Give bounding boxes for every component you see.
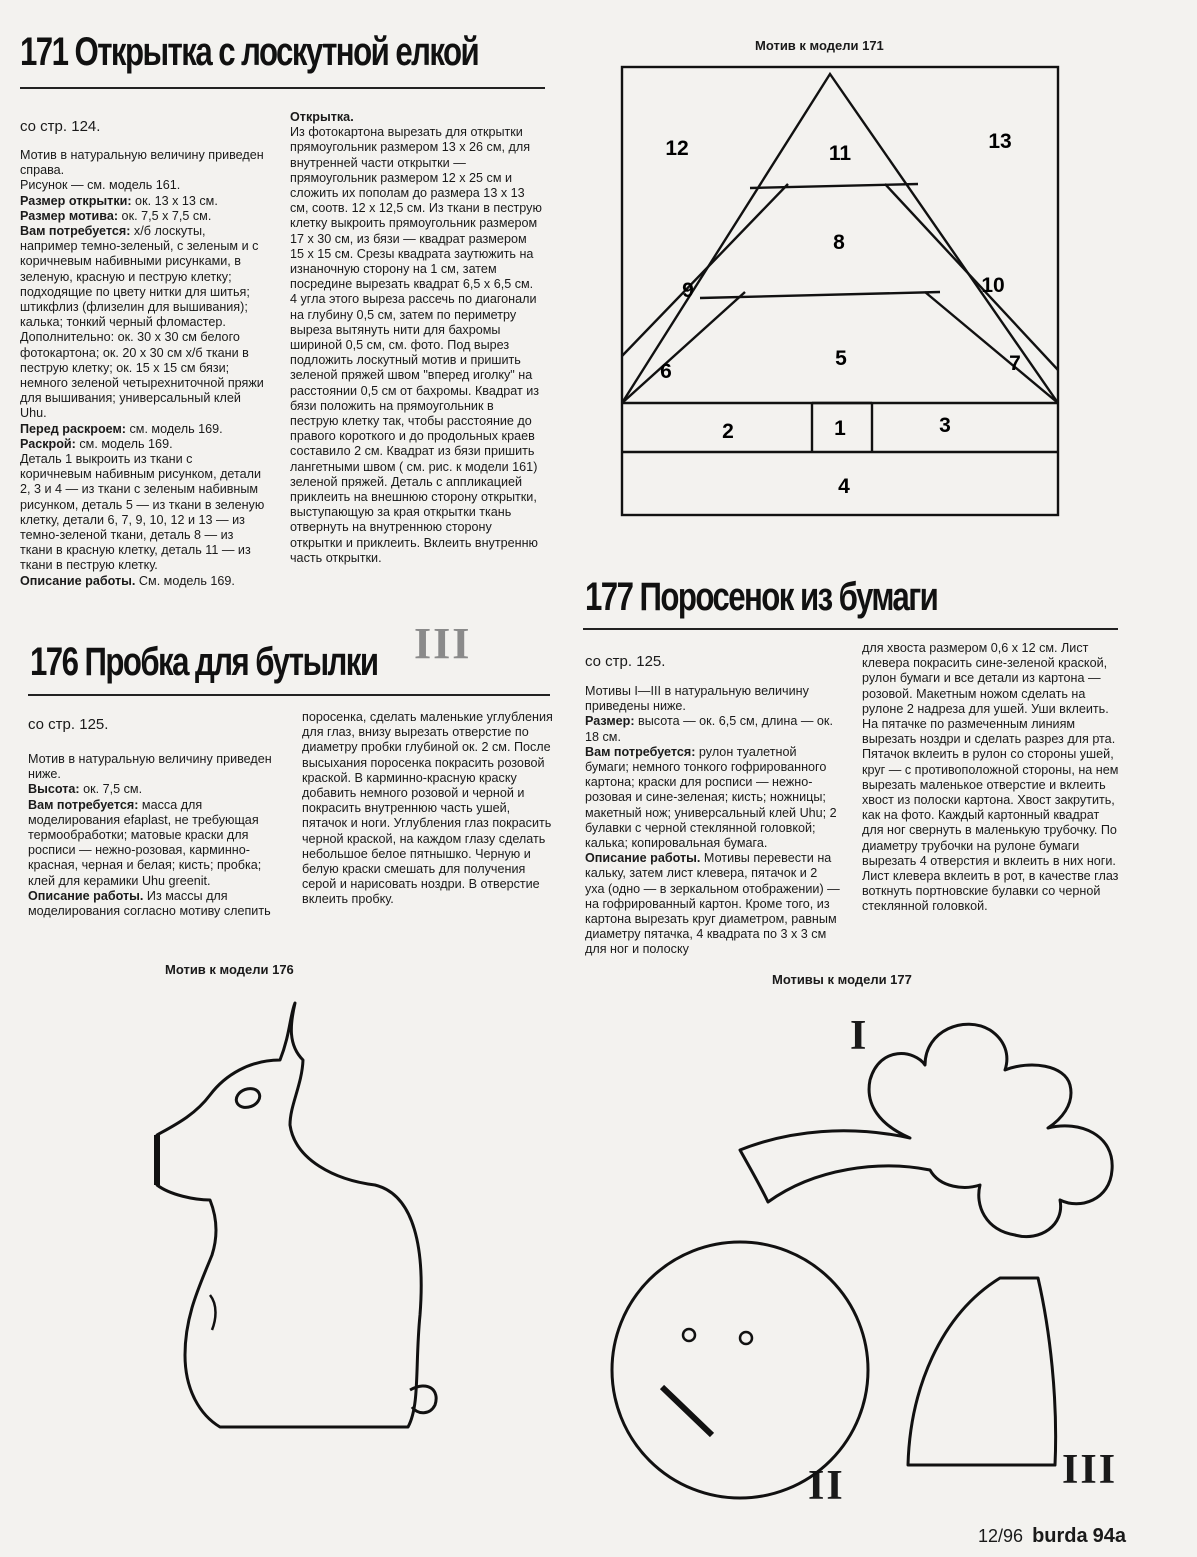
paragraph xyxy=(28,798,276,889)
piece-label: 12 xyxy=(665,137,689,160)
section-171-page-ref: со стр. 124. xyxy=(20,118,101,135)
page-number: 94a xyxy=(1092,1525,1127,1547)
paragraph-text: Деталь 1 выкроить из ткани с коричневым набивным рисунком, детали 2, 3 и 4 — из ткани с зеленым набивным рисунком, деталь 5 — из ткани в зеленую клетку, детали 6, 7, 9, 10, 12 и 13 — из темно-зеленой ткани, деталь 8 — из ткани в красную клетку, деталь 11 — из ткани в пеструю клетку. xyxy=(20,452,265,573)
section-171-text-col2 xyxy=(290,110,542,566)
section-177-title: 177 Поросенок из бумаги xyxy=(585,575,938,619)
paragraph xyxy=(28,752,276,782)
section-177-rule xyxy=(583,628,1118,630)
paragraph-text: поросенка, сделать маленькие углубления для глаз, внизу вырезать отверстие по диаметру пробки глубиной ок. 2 см. После высыхания поросенка покрасить розовой краской. В карминно-красную краску добавить немного розовой и черной и покрасить внутреннюю часть ушей, пятачок и ноги. Углубления глаз покрасить черной краской, на каждом глазу сделать небольшое белое пятнышко. Черную и белую краски смешать для получения серой и нарисовать ноздри. В отверстие вклеить пробку. xyxy=(302,710,553,907)
issue-number: 12/96 xyxy=(978,1526,1024,1546)
section-176-title: 176 Пробка для бутылки xyxy=(30,640,378,684)
paragraph-lead: Вам потребуется: xyxy=(585,744,696,759)
paragraph-text: х/б лоскуты, например темно-зеленый, с зеленым и с коричневым набивными рисунками, в зеленую, красную и пеструю клетку; подходящие по цвету нитки для шитья; штикфлиз (флизелин для вышивания); калька; тонкий черный фломастер. xyxy=(20,224,259,330)
section-171-text-col1 xyxy=(20,148,265,589)
paragraph-text: Из массы для моделирования согласно мотиву слепить xyxy=(28,888,271,919)
motif-177-label-i: I xyxy=(850,1013,869,1059)
ear-motif xyxy=(900,1270,1065,1475)
motif-177-caption: Мотивы к модели 177 xyxy=(772,972,912,987)
piece-label: 5 xyxy=(835,347,847,370)
paragraph xyxy=(585,684,840,714)
paragraph xyxy=(28,782,276,797)
footer xyxy=(978,1525,1126,1548)
paragraph-lead: Размер: xyxy=(585,714,635,729)
brand-name: burda xyxy=(1032,1525,1088,1547)
motif-171-diagram xyxy=(615,60,1065,522)
paragraph xyxy=(585,745,840,851)
paragraph xyxy=(20,330,265,421)
piece-label: 6 xyxy=(660,360,672,383)
paragraph xyxy=(20,194,265,209)
piece-label: 8 xyxy=(833,231,845,254)
section-177-text-col2 xyxy=(862,641,1120,915)
piece-label: 10 xyxy=(981,274,1005,297)
paragraph-text: Мотивы перевести на кальку, затем лист клевера, пятачок и 2 уха (одно — в зеркальном отображении) — на гофрированный картон. Кроме того, из картона вырезать круг диаметром, равным диаметру пятачка, 4 квадрата по 3 х 3 см для ног и полоску xyxy=(585,851,840,957)
motif-176-caption: Мотив к модели 176 xyxy=(165,962,294,977)
motif-171-caption: Мотив к модели 171 xyxy=(755,38,884,53)
paragraph-text: Дополнительно: ок. 30 х 30 см белого фотокартона; ок. 20 х 30 см х/б ткани в пеструю клетку; ок. 15 х 15 см бязи; немного зеленой четырехниточной пряжи для вышивания; универсальный клей Uhu. xyxy=(20,330,264,421)
paragraph xyxy=(28,889,276,919)
paragraph-text: масса для моделирования efaplast, не требующая термообработки; матовые краски для росписи — нежно-розовая, карминно-красная, черная и белая; кисть; пробка; клей для керамики Uhu greenit. xyxy=(28,797,262,888)
piece-label: 1 xyxy=(834,417,846,440)
motif-177-label-iii: III xyxy=(1062,1447,1118,1493)
paragraph-lead: Вам потребуется: xyxy=(28,797,139,812)
section-177-page-ref: со стр. 125. xyxy=(585,653,666,670)
paragraph xyxy=(862,641,1120,915)
paragraph xyxy=(20,437,265,452)
piece-label: 11 xyxy=(828,142,852,165)
paragraph xyxy=(290,110,542,125)
clover-leaf-motif xyxy=(730,1010,1120,1245)
paragraph-text: Мотивы I—III в натуральную величину приведены ниже. xyxy=(585,684,809,714)
paragraph-lead: Раскрой: xyxy=(20,436,76,451)
paragraph xyxy=(20,209,265,224)
paragraph xyxy=(20,422,265,437)
section-176-text-col1 xyxy=(28,752,276,919)
paragraph xyxy=(20,574,265,589)
paragraph-text: высота — ок. 6,5 см, длина — ок. 18 см. xyxy=(585,714,833,744)
paragraph-text: Мотив в натуральную величину приведен ниже. xyxy=(28,752,272,782)
paragraph-lead: Описание работы. xyxy=(20,573,136,588)
paragraph-lead: Вам потребуется: xyxy=(20,224,131,239)
paragraph-text: см. модель 169. xyxy=(75,436,173,451)
paragraph xyxy=(302,710,556,908)
section-176-text-col2 xyxy=(302,710,556,908)
paragraph-lead: Размер мотива: xyxy=(20,208,119,223)
piglet-cork-motif xyxy=(140,995,450,1445)
section-171-title: 171 Открытка с лоскутной елкой xyxy=(20,30,479,74)
paragraph-lead: Размер открытки: xyxy=(20,193,132,208)
paragraph xyxy=(20,224,265,330)
piece-label: 2 xyxy=(722,420,734,443)
paragraph xyxy=(290,125,542,566)
paragraph xyxy=(20,148,265,178)
paragraph-text: ок. 7,5 см. xyxy=(79,782,143,797)
paragraph-lead: Открытка. xyxy=(290,110,354,124)
paragraph-text: см. модель 169. xyxy=(125,421,223,436)
paragraph xyxy=(20,452,265,574)
piece-label: 9 xyxy=(682,279,694,302)
paragraph-lead: Описание работы. xyxy=(585,851,701,866)
paragraph-lead: Описание работы. xyxy=(28,888,144,903)
section-176-rule xyxy=(28,694,550,696)
motif-177-label-ii: II xyxy=(808,1463,845,1509)
paragraph-lead: Перед раскроем: xyxy=(20,421,126,436)
piece-label: 7 xyxy=(1009,352,1021,375)
stray-roman-mark: III xyxy=(414,619,472,668)
paragraph-text: Рисунок — см. модель 161. xyxy=(20,178,181,193)
snout-circle-motif xyxy=(600,1235,880,1510)
section-171-rule xyxy=(20,87,545,89)
piece-label: 13 xyxy=(988,130,1012,153)
paragraph xyxy=(585,851,840,957)
paragraph-text: рулон туалетной бумаги; немного тонкого гофрированного картона; краски для росписи — нежно-розовая и сине-зеленая; кисть; ножницы; макетный нож; универсальный клей Uhu; 2 булавки с черной стеклянной головкой; калька; копировальная бумага. xyxy=(585,744,837,851)
paragraph-text: для хвоста размером 0,6 х 12 см. Лист клевера покрасить сине-зеленой краской, рулон бумаги и все детали из картона — розовой. Макетным ножом сделать на рулоне 2 надреза для ушей. Уши вклеить. На пятачке по размеченным линиям вырезать ноздри и сделать разрез для рта. Пятачок вклеить в рулон со стороны ушей, круг — с противоположной стороны, на нем вырезать маленькое отверстие и вклеить хвост из полоски картона. Хвост закрутить, как на фото. Каждый картонный квадрат для ног свернуть в маленькую трубочку. По диаметру трубочки на рулоне бумаги вырезать 4 отверстия и вклеить в них ноги. Лист клевера вклеить в рот, в качестве глаз воткнуть портновские булавки со черной стеклянной головкой. xyxy=(862,641,1119,914)
section-177-text-col1 xyxy=(585,684,840,958)
paragraph-lead: Высота: xyxy=(28,782,80,797)
paragraph-text: Мотив в натуральную величину приведен справа. xyxy=(20,148,264,178)
section-176-page-ref: со стр. 125. xyxy=(28,716,109,733)
piece-label: 3 xyxy=(939,414,951,437)
paragraph-text: ок. 13 х 13 см. xyxy=(131,193,218,208)
paragraph-text: Из фотокартона вырезать для открытки прямоугольник размером 13 х 26 см, для внутренней части открытки — прямоугольник размером 12 х 25 см и сложить их пополам до размера 13 х 13 см, соотв. 12 х 12,5 см. Из ткани в пеструю клетку выкроить прямоугольник размером 17 х 30 см, из бязи — квадрат размером 15 х 15 см. Срезы квадрата заутюжить на изнаночную сторону на 1 см, затем посредине вырезать квадрат 6,5 х 6,5 см. 4 угла этого выреза рассечь по диагонали на глубину 0,5 см, затем по периметру выреза вытянуть нити для бахромы шириной 0,5 см, см. фото. Под вырез подложить лоскутный мотив и пришить зеленой пряжей швом "вперед иголку" на расстоянии 0,5 см от бахромы. Квадрат из бязи положить на прямоугольник в пеструю клетку так, чтобы расстояние до правого короткого и до продольных краев составило 2 см. Квадрат из бязи пришить лангетными швом ( см. рис. к модели 161) зеленой пряжей. Деталь с аппликацией приклеить на внешнюю сторону открытки, выступающую за края открытки ткань отвернуть на внутреннюю сторону открытки и приклеить. Вклеить внутренню часть открытки. xyxy=(290,125,542,565)
paragraph-text: ок. 7,5 х 7,5 см. xyxy=(118,208,212,223)
paragraph-text: См. модель 169. xyxy=(135,573,235,588)
paragraph xyxy=(585,714,840,744)
piece-label: 4 xyxy=(838,475,850,498)
paragraph xyxy=(20,178,265,193)
